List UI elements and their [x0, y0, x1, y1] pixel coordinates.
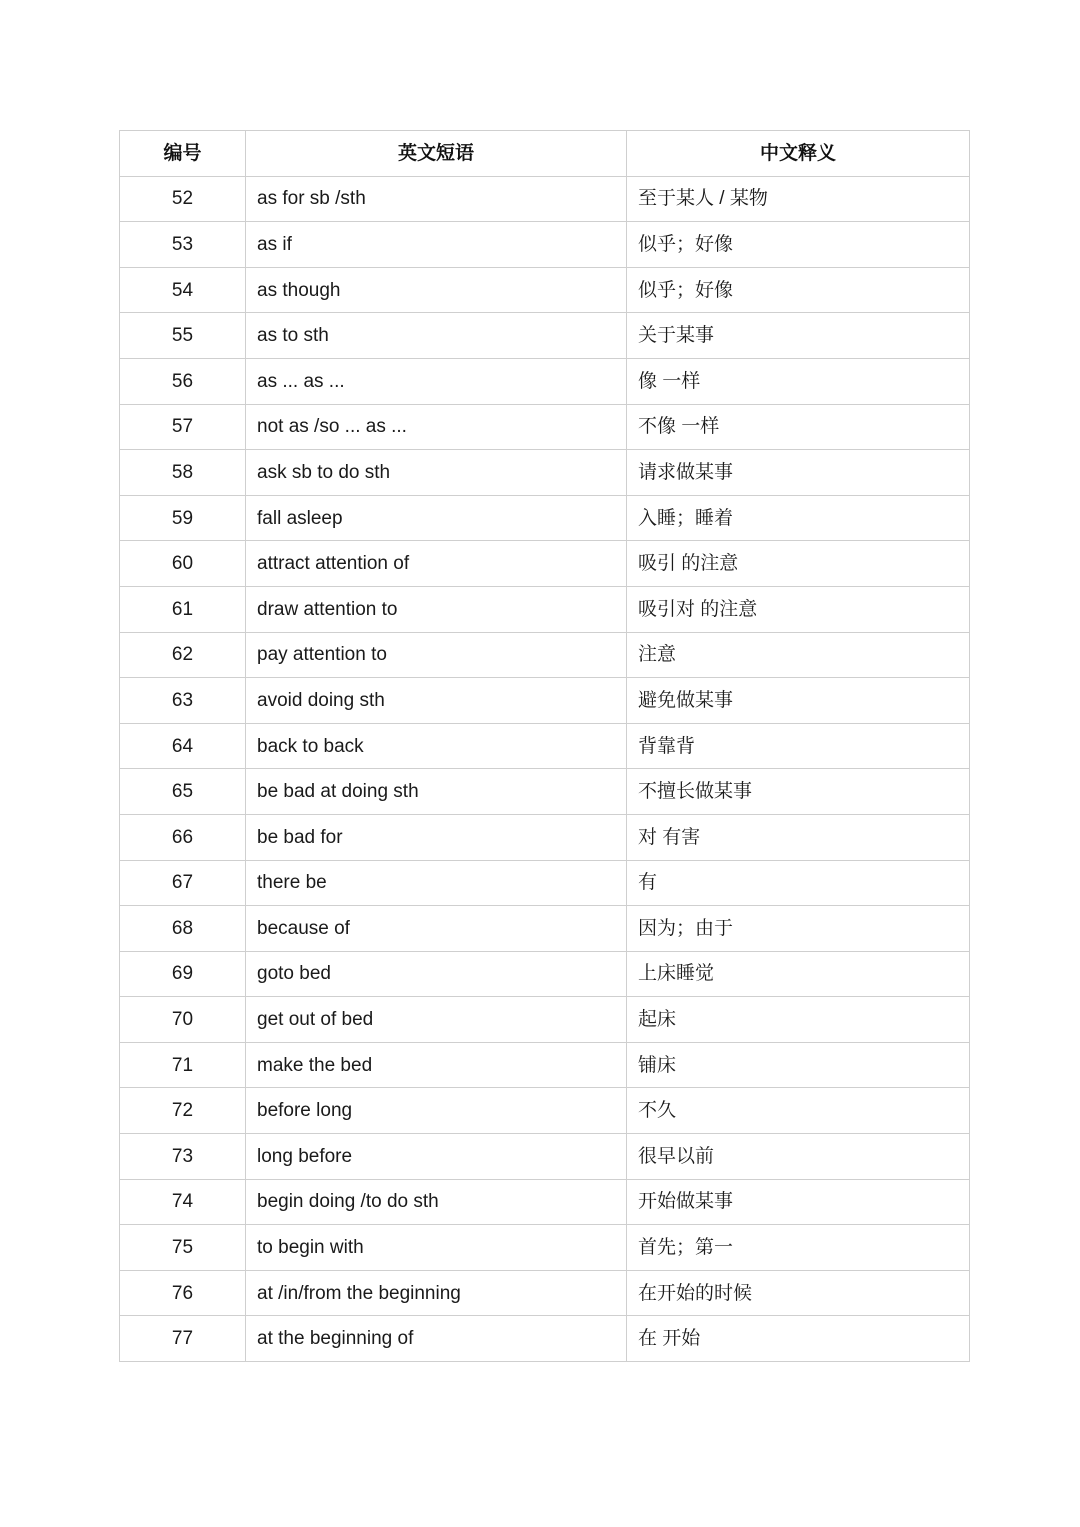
chinese-meaning: 不久: [627, 1088, 970, 1134]
english-phrase: long before: [246, 1134, 627, 1180]
chinese-meaning: 注意: [627, 632, 970, 678]
table-row: [120, 632, 970, 678]
english-phrase: make the bed: [246, 1042, 627, 1088]
row-number: 53: [120, 222, 246, 268]
row-number: 75: [120, 1225, 246, 1271]
chinese-meaning: 似乎；好像: [627, 222, 970, 268]
english-phrase: as if: [246, 222, 627, 268]
row-number: 64: [120, 723, 246, 769]
english-phrase: before long: [246, 1088, 627, 1134]
english-phrase: pay attention to: [246, 632, 627, 678]
english-phrase: as ... as ...: [246, 358, 627, 404]
english-phrase: be bad for: [246, 814, 627, 860]
chinese-meaning: 背靠背: [627, 723, 970, 769]
table-row: [120, 404, 970, 450]
row-number: 56: [120, 358, 246, 404]
table-row: [120, 541, 970, 587]
table-row: [120, 1088, 970, 1134]
row-number: 71: [120, 1042, 246, 1088]
english-phrase: as to sth: [246, 313, 627, 359]
english-phrase: there be: [246, 860, 627, 906]
row-number: 61: [120, 586, 246, 632]
english-phrase: as though: [246, 267, 627, 313]
row-number: 65: [120, 769, 246, 815]
chinese-meaning: 吸引 的注意: [627, 541, 970, 587]
header-english-phrase: 英文短语: [246, 131, 627, 177]
english-phrase: because of: [246, 906, 627, 952]
row-number: 73: [120, 1134, 246, 1180]
chinese-meaning: 首先；第一: [627, 1225, 970, 1271]
table-row: [120, 723, 970, 769]
english-phrase: avoid doing sth: [246, 678, 627, 724]
english-phrase: be bad at doing sth: [246, 769, 627, 815]
english-phrase: draw attention to: [246, 586, 627, 632]
table-row: [120, 358, 970, 404]
table-row: [120, 313, 970, 359]
table-row: [120, 450, 970, 496]
table-row: [120, 1134, 970, 1180]
row-number: 60: [120, 541, 246, 587]
table-row: [120, 267, 970, 313]
header-row: [120, 131, 970, 177]
table-row: [120, 1270, 970, 1316]
chinese-meaning: 似乎；好像: [627, 267, 970, 313]
table-row: [120, 586, 970, 632]
english-phrase: back to back: [246, 723, 627, 769]
chinese-meaning: 很早以前: [627, 1134, 970, 1180]
table-row: [120, 1316, 970, 1362]
table-header: [120, 131, 970, 177]
chinese-meaning: 入睡；睡着: [627, 495, 970, 541]
chinese-meaning: 不擅长做某事: [627, 769, 970, 815]
chinese-meaning: 吸引对 的注意: [627, 586, 970, 632]
row-number: 52: [120, 176, 246, 222]
table-row: [120, 176, 970, 222]
english-phrase: begin doing /to do sth: [246, 1179, 627, 1225]
chinese-meaning: 在 开始: [627, 1316, 970, 1362]
row-number: 69: [120, 951, 246, 997]
chinese-meaning: 关于某事: [627, 313, 970, 359]
chinese-meaning: 不像 一样: [627, 404, 970, 450]
chinese-meaning: 上床睡觉: [627, 951, 970, 997]
english-phrase: ask sb to do sth: [246, 450, 627, 496]
chinese-meaning: 请求做某事: [627, 450, 970, 496]
row-number: 68: [120, 906, 246, 952]
table-row: [120, 495, 970, 541]
table-row: [120, 860, 970, 906]
table-row: [120, 1042, 970, 1088]
chinese-meaning: 铺床: [627, 1042, 970, 1088]
row-number: 70: [120, 997, 246, 1043]
header-number: 编号: [120, 131, 246, 177]
row-number: 59: [120, 495, 246, 541]
chinese-meaning: 有: [627, 860, 970, 906]
header-chinese-meaning: 中文释义: [627, 131, 970, 177]
english-phrase: at the beginning of: [246, 1316, 627, 1362]
row-number: 62: [120, 632, 246, 678]
table-body: [120, 176, 970, 1361]
table-row: [120, 678, 970, 724]
english-phrase: get out of bed: [246, 997, 627, 1043]
english-phrase: to begin with: [246, 1225, 627, 1271]
chinese-meaning: 至于某人 / 某物: [627, 176, 970, 222]
table-row: [120, 222, 970, 268]
row-number: 72: [120, 1088, 246, 1134]
chinese-meaning: 像 一样: [627, 358, 970, 404]
table-row: [120, 906, 970, 952]
row-number: 63: [120, 678, 246, 724]
row-number: 54: [120, 267, 246, 313]
chinese-meaning: 避免做某事: [627, 678, 970, 724]
row-number: 67: [120, 860, 246, 906]
row-number: 74: [120, 1179, 246, 1225]
english-phrase: goto bed: [246, 951, 627, 997]
row-number: 55: [120, 313, 246, 359]
english-phrase: attract attention of: [246, 541, 627, 587]
english-phrase: not as /so ... as ...: [246, 404, 627, 450]
table-row: [120, 1225, 970, 1271]
row-number: 58: [120, 450, 246, 496]
row-number: 66: [120, 814, 246, 860]
row-number: 77: [120, 1316, 246, 1362]
chinese-meaning: 对 有害: [627, 814, 970, 860]
table-row: [120, 997, 970, 1043]
table-row: [120, 769, 970, 815]
row-number: 57: [120, 404, 246, 450]
table-row: [120, 1179, 970, 1225]
table-row: [120, 814, 970, 860]
english-phrase: as for sb /sth: [246, 176, 627, 222]
chinese-meaning: 开始做某事: [627, 1179, 970, 1225]
vocabulary-table: [119, 130, 970, 1362]
english-phrase: fall asleep: [246, 495, 627, 541]
chinese-meaning: 因为；由于: [627, 906, 970, 952]
row-number: 76: [120, 1270, 246, 1316]
chinese-meaning: 在开始的时候: [627, 1270, 970, 1316]
table-row: [120, 951, 970, 997]
chinese-meaning: 起床: [627, 997, 970, 1043]
english-phrase: at /in/from the beginning: [246, 1270, 627, 1316]
